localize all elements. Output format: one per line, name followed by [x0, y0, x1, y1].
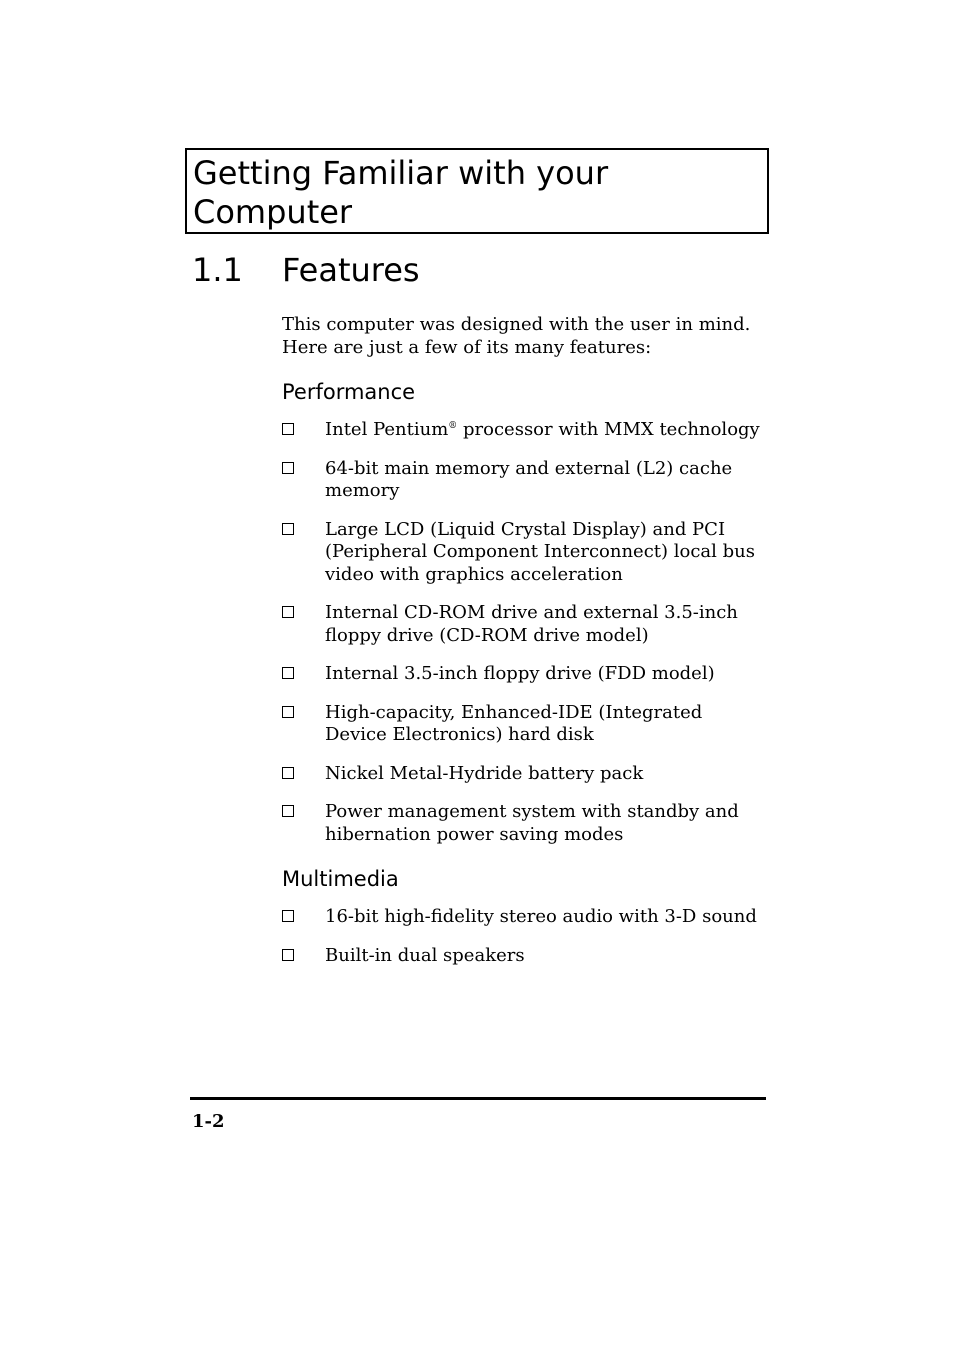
main-content [282, 313, 762, 987]
footer-rule [190, 1097, 766, 1100]
list-item-text: Power management system with standby and hibernation power saving modes [325, 801, 739, 845]
checkbox-bullet-icon [282, 706, 294, 718]
list-item-text: Internal CD-ROM drive and external 3.5-inch floppy drive (CD-ROM drive model) [325, 602, 738, 646]
list-item [282, 906, 762, 929]
list-item-text: 64-bit main memory and external (L2) cache memory [325, 457, 733, 501]
section-heading [192, 250, 420, 290]
list-item [282, 519, 762, 587]
list-item [282, 763, 762, 786]
checkbox-bullet-icon [282, 805, 294, 817]
checkbox-bullet-icon [282, 462, 294, 474]
list-item [282, 602, 762, 647]
list-item-text: Internal 3.5-inch floppy drive (FDD model) [325, 663, 715, 684]
list-item-text-part: Intel Pentium [325, 419, 449, 440]
checkbox-bullet-icon [282, 523, 294, 535]
list-item-text: High-capacity, Enhanced-IDE (Integrated Device Electronics) hard disk [325, 701, 703, 745]
multimedia-list [282, 906, 762, 967]
checkbox-bullet-icon [282, 606, 294, 618]
list-item-text: Nickel Metal-Hydride battery pack [325, 762, 644, 784]
list-item [282, 801, 762, 846]
checkbox-bullet-icon [282, 423, 294, 435]
list-item-text-part: processor with MMX technology [457, 419, 760, 440]
list-item-text: Built-in dual speakers [325, 944, 525, 966]
section-title: Features [282, 251, 420, 289]
multimedia-heading: Multimedia [282, 867, 399, 891]
list-item-text [325, 419, 762, 442]
list-item [282, 458, 762, 503]
checkbox-bullet-icon [282, 949, 294, 961]
list-item [282, 702, 762, 747]
checkbox-bullet-icon [282, 667, 294, 679]
checkbox-bullet-icon [282, 767, 294, 779]
chapter-title: Getting Familiar with your Computer [193, 154, 609, 231]
page-number: 1-2 [192, 1111, 225, 1132]
checkbox-bullet-icon [282, 910, 294, 922]
performance-list [282, 419, 762, 846]
section-number: 1.1 [192, 251, 243, 289]
performance-heading: Performance [282, 380, 416, 404]
chapter-title-box [185, 148, 769, 234]
list-item [282, 945, 762, 968]
intro-paragraph: This computer was designed with the user in mind. Here are just a few of its many features: [282, 314, 751, 358]
list-item [282, 663, 762, 686]
registered-mark: ® [448, 421, 458, 431]
list-item-text: 16-bit high-fidelity stereo audio with 3-D sound [325, 906, 757, 927]
list-item-text: Large LCD (Liquid Crystal Display) and PCI (Peripheral Component Interconnect) local bus video with graphics acceleration [325, 518, 755, 585]
list-item [282, 419, 762, 442]
